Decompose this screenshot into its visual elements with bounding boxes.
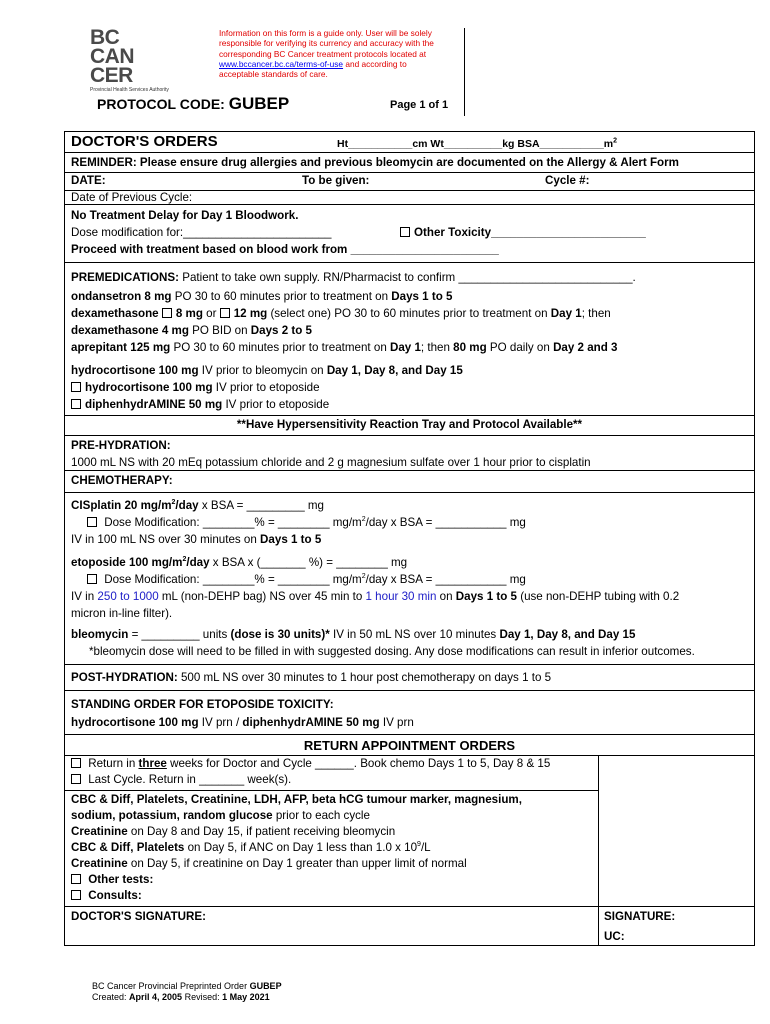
footer-line-1 xyxy=(92,981,282,992)
order-text: IV prn / xyxy=(198,716,243,729)
revised-date: 1 May 2021 xyxy=(222,992,270,1002)
disclaimer-text-end: and according to acceptable standards of care. xyxy=(219,58,407,80)
order-text: IV in 100 mL NS over 30 minutes on xyxy=(71,533,261,546)
drug-name: hydrocortisone 100 mg xyxy=(71,716,199,729)
orders-header-section xyxy=(65,132,754,205)
page-number: Page 1 of 1 xyxy=(390,99,449,111)
diphenhydramine-etoposide-option[interactable] xyxy=(71,398,329,412)
footer-line-2 xyxy=(92,992,282,1003)
disclaimer-text: Information on this form is a guide only. User will be solely responsible for verifying its currency and accuracy with the corresponding BC Cancer treatment protocols located at xyxy=(219,28,434,59)
lab-text: on Day 5, if creatinine on Day 1 greater than upper limit of normal xyxy=(127,857,467,870)
divider xyxy=(65,415,754,416)
dose-modification-field[interactable]: Dose modification for:_______________________ xyxy=(71,226,332,239)
protocol-code-value: GUBEP xyxy=(228,94,290,113)
order-days: Day 1, Day 8, and Day 15 xyxy=(326,364,463,377)
order-text: PO 30 to 60 minutes prior to treatment on xyxy=(170,341,390,354)
other-toxicity-label: Other Toxicity________________________ xyxy=(414,226,646,239)
drug-name: dexamethasone xyxy=(71,307,159,320)
dose-calc: x BSA = _________ mg xyxy=(198,499,324,512)
uc-field[interactable]: UC: xyxy=(604,930,625,943)
posthydration-section xyxy=(65,665,754,691)
cisplatin-iv xyxy=(71,533,321,547)
volume-range: 250 to 1000 xyxy=(97,590,159,603)
drug-name: ondansetron 8 mg xyxy=(71,290,172,303)
column-divider xyxy=(598,755,599,945)
etoposide-order[interactable]: etoposide 100 $mg/m^2$/day x BSA x (_______ %) = ________ mg xyxy=(71,556,408,569)
divider xyxy=(65,906,754,907)
order-days: Day 1, Day 8, and Day 15 xyxy=(499,628,636,641)
terms-link[interactable]: www.bccancer.bc.ca/terms-of-use xyxy=(219,58,344,69)
order-text: IV prior to etoposide xyxy=(222,398,330,411)
return-text: weeks for Doctor and Cycle ______. Book chemo Days 1 to 5, Day 8 & 15 xyxy=(166,757,551,770)
premedications-title: PREMEDICATIONS: xyxy=(71,271,179,284)
last-cycle-option[interactable] xyxy=(71,773,291,787)
chemotherapy-section xyxy=(65,493,754,665)
created-date: April 4, 2005 xyxy=(129,992,183,1002)
protocol-code-label: PROTOCOL CODE: xyxy=(97,96,229,112)
chemotherapy-title-section xyxy=(65,471,754,493)
measures-sup: 2 xyxy=(613,137,618,145)
premedications-note: Patient to take own supply. RN/Pharmacist to confirm ___________________________. xyxy=(179,271,636,284)
header-divider xyxy=(464,28,465,116)
dexamethasone-4mg-order xyxy=(71,324,312,338)
hypersensitivity-tray-note: **Have Hypersensitivity Reaction Tray and Protocol Available** xyxy=(236,418,583,431)
drug-name: CISplatin 20 mg/m xyxy=(71,499,172,512)
lab-tests: Creatinine xyxy=(71,857,128,870)
posthydration-order xyxy=(71,671,551,685)
dose-option: 12 mg xyxy=(233,307,268,320)
lab-orders-line2 xyxy=(71,809,370,823)
order-days: Day 1 xyxy=(550,307,582,320)
dose-mod-text: Dose Modification: ________% = ________ mg/m xyxy=(104,573,362,586)
order-text: PO BID on xyxy=(188,324,251,337)
logo-line-2: CAN xyxy=(90,45,134,68)
hydrocortisone-bleomycin-order xyxy=(71,364,463,378)
lab-tests: Creatinine xyxy=(71,825,128,838)
treatment-delay-section xyxy=(65,205,754,263)
order-text: ; then xyxy=(581,307,611,320)
lab-text: on Day 5, if ANC on Day 1 less than 1.0 x 10 xyxy=(184,841,418,854)
order-text: IV prn xyxy=(379,716,414,729)
measures-text: Ht___________cm Wt__________kg BSA___________m xyxy=(337,138,614,150)
order-days: Day 1 xyxy=(389,341,421,354)
dose: (dose is 30 units)* xyxy=(230,628,330,641)
aprepitant-order xyxy=(71,341,618,355)
order-days: Day 2 and 3 xyxy=(553,341,618,354)
cisplatin-dose-modification[interactable]: Dose Modification: ________% = ________ $mg/m^2$/day x BSA = ___________ mg xyxy=(87,516,526,530)
dose: 80 mg xyxy=(453,341,487,354)
reminder: REMINDER: Please ensure drug allergies and previous bleomycin are documented on the Allergy & Alert Form xyxy=(71,156,679,169)
date-field[interactable]: DATE: xyxy=(71,174,106,187)
drug-name: bleomycin xyxy=(71,628,129,641)
other-tests-option[interactable] xyxy=(71,873,153,887)
order-text: IV in xyxy=(71,590,98,603)
divider xyxy=(65,152,754,153)
disclaimer xyxy=(219,28,441,79)
footer-text: BC Cancer Provincial Preprinted Order xyxy=(92,981,250,991)
bleomycin-order[interactable] xyxy=(71,628,635,642)
checkbox-icon[interactable] xyxy=(71,874,81,884)
other-tests-label: Other tests: xyxy=(88,873,154,886)
return-text: Return in xyxy=(88,757,139,770)
dex-8mg-checkbox[interactable] xyxy=(162,308,172,318)
etoposide-iv xyxy=(71,590,679,604)
bc-cancer-logo xyxy=(90,28,169,93)
order-days: Days 1 to 5 xyxy=(455,590,517,603)
order-text: on xyxy=(436,590,456,603)
lab-tests: sodium, potassium, random glucose xyxy=(71,809,273,822)
consults-option[interactable] xyxy=(71,889,142,903)
exponent: 9 xyxy=(417,841,421,849)
drug-name: diphenhydrAMINE 50 mg xyxy=(242,716,380,729)
lab-orders-line1: CBC & Diff, Platelets, Creatinine, LDH, AFP, beta hCG tumour marker, magnesium, xyxy=(71,793,522,806)
return-text: Last Cycle. Return in _______ week(s). xyxy=(88,773,292,786)
checkbox-icon[interactable] xyxy=(71,890,81,900)
dose-mod-text: Dose Modification: ________% = ________ mg/m xyxy=(104,516,362,529)
dose-option: 8 mg xyxy=(175,307,203,320)
checkbox-icon[interactable] xyxy=(400,227,410,237)
cbc-day5-order xyxy=(71,841,431,855)
bleomycin-note: *bleomycin dose will need to be filled in with suggested dosing. Any dose modifications can result in inferior outcomes. xyxy=(89,645,695,658)
etoposide-filter-note: micron in-line filter). xyxy=(71,607,173,620)
divider xyxy=(65,172,754,173)
doctor-signature-field[interactable]: DOCTOR'S SIGNATURE: xyxy=(71,910,207,923)
order-text: (select one) PO 30 to 60 minutes prior to treatment on xyxy=(267,307,551,320)
lab-text: prior to each cycle xyxy=(272,809,370,822)
return-interval: three xyxy=(138,757,167,770)
creatinine-day8-order xyxy=(71,825,395,839)
drug-name: etoposide 100 mg/m xyxy=(71,556,183,569)
divider xyxy=(65,755,754,756)
checkbox-icon[interactable] xyxy=(71,774,81,784)
order-text: or xyxy=(202,307,220,320)
return-appointment-section xyxy=(65,735,754,945)
consults-label: Consults: xyxy=(88,889,142,902)
order-text: 500 mL NS over 30 minutes to 1 hour post chemotherapy on days 1 to 5 xyxy=(177,671,552,684)
checkbox-icon[interactable] xyxy=(71,399,81,409)
checkbox-icon[interactable] xyxy=(71,758,81,768)
lab-text: /L xyxy=(420,841,431,854)
etoposide-dose-modification[interactable]: Dose Modification: ________% = ________ $mg/m^2$/day x BSA = ___________ mg xyxy=(87,573,526,587)
drug-unit: /day xyxy=(175,499,199,512)
signature-field[interactable]: SIGNATURE: xyxy=(604,910,676,923)
chemotherapy-title: CHEMOTHERAPY: xyxy=(71,474,173,487)
prehydration-order: 1000 mL NS with 20 mEq potassium chloride and 2 g magnesium sulfate over 1 hour prior to cisplatin xyxy=(71,456,591,469)
drug-name: dexamethasone 4 mg xyxy=(71,324,189,337)
order-text: ; then xyxy=(420,341,454,354)
order-days: Days 2 to 5 xyxy=(250,324,312,337)
drug-name: hydrocortisone 100 mg xyxy=(71,364,199,377)
ondansetron-order xyxy=(71,290,452,304)
dex-12mg-checkbox[interactable] xyxy=(220,308,230,318)
order-text: PO 30 to 60 minutes prior to treatment on xyxy=(171,290,392,303)
order-text: PO daily on xyxy=(486,341,554,354)
footer-text: Revised: xyxy=(182,992,223,1002)
checkbox-icon[interactable] xyxy=(87,574,97,584)
hydrocortisone-etoposide-option[interactable] xyxy=(71,381,320,395)
return-appointment-title: RETURN APPOINTMENT ORDERS xyxy=(303,738,516,753)
premedications-heading xyxy=(71,271,636,285)
dose-mod-text: /day x BSA = ___________ mg xyxy=(365,573,526,586)
order-days: Days 1 to 5 xyxy=(260,533,322,546)
standing-order-title: STANDING ORDER FOR ETOPOSIDE TOXICITY: xyxy=(71,698,334,711)
divider xyxy=(65,790,598,791)
prehydration-section xyxy=(65,436,754,471)
checkbox-icon[interactable] xyxy=(87,517,97,527)
order-text: = _________ units xyxy=(128,628,231,641)
proceed-with-treatment[interactable]: Proceed with treatment based on blood work from _______________________ xyxy=(71,243,499,256)
dexamethasone-order xyxy=(71,307,611,321)
drug-name: hydrocortisone 100 mg xyxy=(85,381,213,394)
drug-unit: /day xyxy=(186,556,210,569)
standing-order-section xyxy=(65,691,754,735)
order-text: (use non-DEHP tubing with 0.2 xyxy=(516,590,680,603)
dose-calc: x BSA x (_______ %) = ________ mg xyxy=(209,556,408,569)
other-toxicity-option[interactable] xyxy=(400,226,646,240)
logo-subtitle: Provincial Health Services Authority xyxy=(90,87,169,93)
patient-measures[interactable] xyxy=(337,137,617,151)
order-text: mL (non-DEHP bag) NS over 45 min to xyxy=(158,590,366,603)
orders-title: DOCTOR'S ORDERS xyxy=(71,133,218,150)
protocol-code xyxy=(97,94,289,114)
return-three-weeks-option[interactable] xyxy=(71,757,550,771)
order-text: IV prior to bleomycin on xyxy=(198,364,327,377)
prehydration-title: PRE-HYDRATION: xyxy=(71,439,171,452)
cisplatin-order[interactable]: CISplatin 20 $mg/m^2$/day x BSA = _________ mg xyxy=(71,499,324,512)
to-be-given-field[interactable]: To be given: xyxy=(302,174,370,187)
premedications-section xyxy=(65,263,754,436)
footer-code: GUBEP xyxy=(249,981,282,991)
checkbox-icon[interactable] xyxy=(71,382,81,392)
drug-name: diphenhydrAMINE 50 mg xyxy=(85,398,223,411)
no-treatment-delay: No Treatment Delay for Day 1 Bloodwork. xyxy=(71,209,299,222)
footer-text: Created: xyxy=(92,992,130,1002)
previous-cycle-date-field[interactable]: Date of Previous Cycle: xyxy=(71,191,193,204)
order-text: IV in 50 mL NS over 10 minutes xyxy=(329,628,500,641)
order-text: IV prior to etoposide xyxy=(212,381,320,394)
dose-mod-text: /day x BSA = ___________ mg xyxy=(365,516,526,529)
standing-order-text xyxy=(71,716,414,730)
footer xyxy=(92,981,282,1003)
drug-name: aprepitant 125 mg xyxy=(71,341,171,354)
creatinine-day5-order xyxy=(71,857,467,871)
logo-line-3: CER xyxy=(90,64,133,87)
posthydration-title: POST-HYDRATION: xyxy=(71,671,178,684)
lab-text: on Day 8 and Day 15, if patient receiving bleomycin xyxy=(127,825,396,838)
doctors-orders-form xyxy=(64,131,755,946)
cycle-number-field[interactable]: Cycle #: xyxy=(545,174,590,187)
logo-line-1: BC xyxy=(90,26,120,49)
infusion-time: 1 hour 30 min xyxy=(365,590,437,603)
order-days: Days 1 to 5 xyxy=(391,290,453,303)
lab-tests: CBC & Diff, Platelets xyxy=(71,841,185,854)
